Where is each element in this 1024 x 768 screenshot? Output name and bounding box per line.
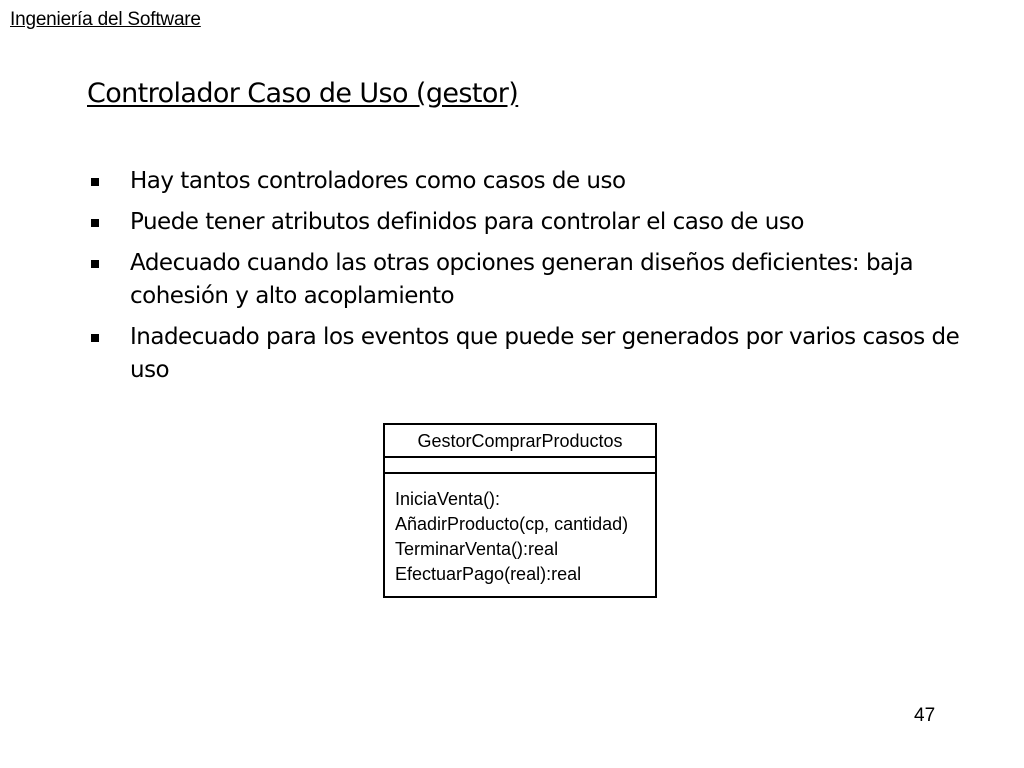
bullet-text: Inadecuado para los eventos que puede ser generados por varios casos de uso <box>130 324 960 383</box>
uml-class-name: GestorComprarProductos <box>385 425 655 458</box>
bullet-list <box>87 165 967 395</box>
bullet-text: Adecuado cuando las otras opciones generan diseños deficientes: baja cohesión y alto acoplamiento <box>130 250 914 309</box>
bullet-item <box>87 165 967 198</box>
square-bullet-icon <box>91 178 99 186</box>
uml-operation: IniciaVenta(): <box>395 489 501 509</box>
uml-operations-compartment <box>385 474 655 596</box>
uml-attributes-compartment <box>385 458 655 474</box>
uml-operation: AñadirProducto(cp, cantidad) <box>395 514 629 534</box>
square-bullet-icon <box>91 219 99 227</box>
bullet-item <box>87 247 967 313</box>
course-header: Ingeniería del Software <box>10 9 201 30</box>
uml-operation: EfectuarPago(real):real <box>395 564 582 584</box>
uml-operation: TerminarVenta():real <box>395 539 559 559</box>
square-bullet-icon <box>91 260 99 268</box>
square-bullet-icon <box>91 334 99 342</box>
bullet-text: Puede tener atributos definidos para controlar el caso de uso <box>130 209 804 235</box>
page-number: 47 <box>914 705 936 726</box>
bullet-item <box>87 321 967 387</box>
slide-title: Controlador Caso de Uso (gestor) <box>87 78 519 109</box>
bullet-item <box>87 206 967 239</box>
bullet-text: Hay tantos controladores como casos de uso <box>130 168 626 194</box>
uml-class-box <box>383 423 657 598</box>
